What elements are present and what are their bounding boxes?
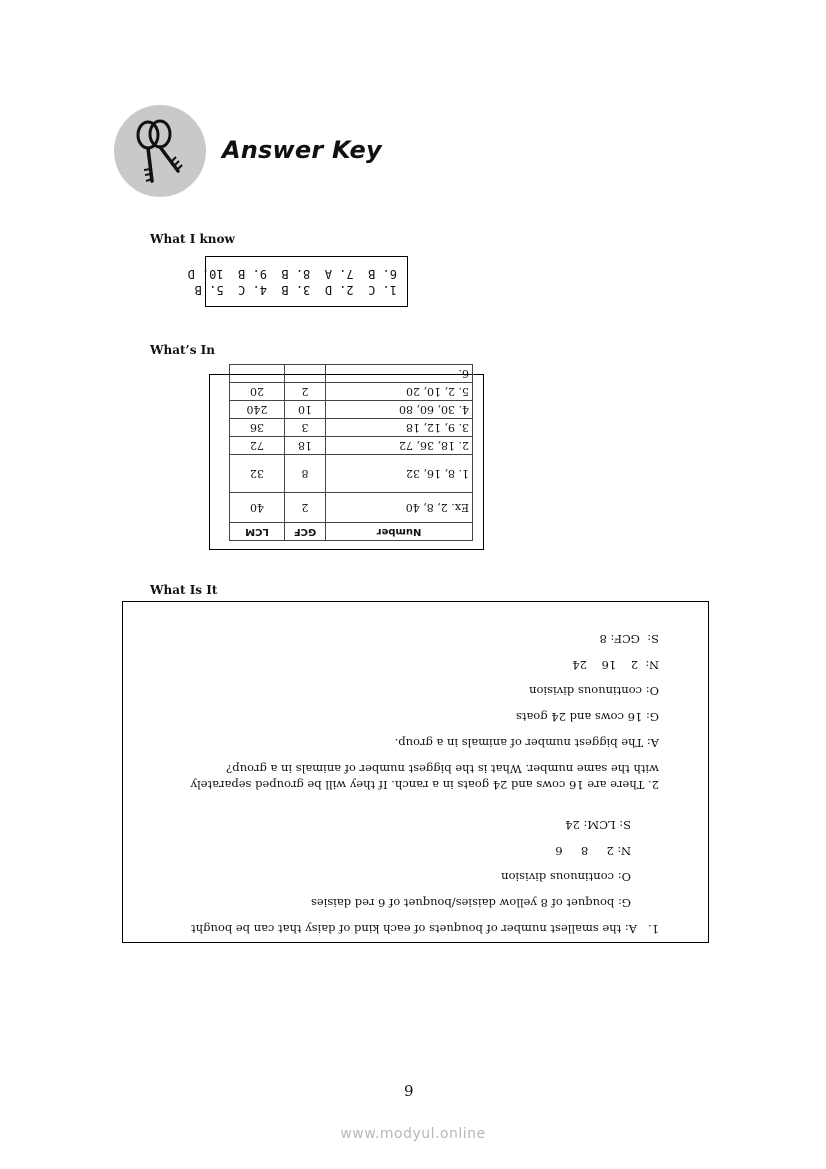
table-cell: 36 [230, 419, 285, 437]
table-cell: 6. [326, 365, 473, 383]
solution-line: with the same number. What is the biggest number of animals in a group? [226, 762, 659, 776]
table-cell: 40 [230, 493, 285, 523]
page-title: Answer Key [222, 136, 382, 164]
answer-line: 6. B 7. A 8. B 9. B 10. D [187, 267, 397, 281]
watermark: www.modyul.online [340, 1126, 486, 1142]
table-cell: 2. 18, 36, 72 [326, 437, 473, 455]
table-cell: 32 [230, 455, 285, 493]
table-cell: 3. 9, 12, 18 [326, 419, 473, 437]
section-label-what-i-know: What I know [150, 232, 235, 246]
table-row [230, 383, 473, 401]
solution-line: S: GCF: 8 [599, 632, 659, 646]
table-cell: 5. 2, 10, 20 [326, 383, 473, 401]
solution-line: S: LCM: 24 [565, 818, 631, 832]
table-cell: Ex. 2, 8, 40 [326, 493, 473, 523]
table-cell: 4. 30, 60, 80 [326, 401, 473, 419]
table-cell: 3 [285, 419, 326, 437]
solution-line: G: 16 cows and 24 goats [515, 710, 659, 724]
table-row [230, 455, 473, 493]
table-row [230, 493, 473, 523]
solution-line: A: The biggest number of animals in a group. [394, 736, 659, 750]
column-header: LCM [230, 523, 285, 541]
table-cell: 2 [285, 493, 326, 523]
solution-line: 1. A: the smallest number of bouquets of each kind of daisy that can be bought [191, 922, 659, 936]
table-cell [230, 365, 285, 383]
table-row [230, 365, 473, 383]
table-cell: 10 [285, 401, 326, 419]
keys-icon [114, 105, 206, 197]
whats-in-box [209, 367, 484, 550]
what-i-know-answers [187, 257, 407, 306]
table-cell: 72 [230, 437, 285, 455]
page-number: 9 [404, 1082, 414, 1100]
whats-in-table-wrapper [210, 367, 483, 549]
table-cell: 240 [230, 401, 285, 419]
table-cell: 1. 8, 16, 32 [326, 455, 473, 493]
table-cell: 18 [285, 437, 326, 455]
answer-key-icon [114, 105, 206, 197]
table-header-row [230, 523, 473, 541]
what-i-know-box [187, 256, 408, 307]
solution-line: O: continuous division [501, 870, 631, 884]
table-cell: 8 [285, 455, 326, 493]
solution-line: N: 2 16 24 [572, 658, 659, 672]
table-cell: 2 [285, 383, 326, 401]
answer-line: 1. C 2. D 3. B 4. C 5. B [194, 283, 397, 297]
section-label-whats-in: What’s In [150, 343, 215, 357]
gcf-lcm-table [229, 364, 473, 541]
solution-line: N: 2 8 6 [555, 844, 631, 858]
solution-line: 2. There are 16 cows and 24 goats in a ranch. If they will be grouped separately [190, 778, 659, 792]
what-is-it-box [122, 601, 709, 943]
column-header: Number [326, 523, 473, 541]
table-cell [285, 365, 326, 383]
solution-line: G: bouquet of 8 yellow daisies/bouquet of 6 red daisies [310, 896, 631, 910]
table-row [230, 419, 473, 437]
column-header: GCF [285, 523, 326, 541]
table-row [230, 437, 473, 455]
table-row [230, 401, 473, 419]
section-label-what-is-it: What Is It [150, 583, 218, 597]
solution-line: O: continuous division [529, 684, 659, 698]
what-is-it-content [123, 602, 708, 942]
table-cell: 20 [230, 383, 285, 401]
